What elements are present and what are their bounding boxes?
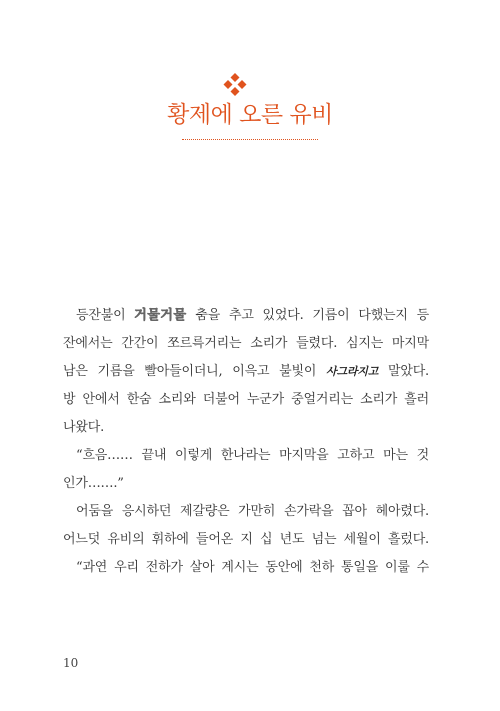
paragraph: [63, 554, 429, 582]
body-text: [63, 302, 429, 582]
paragraph: [63, 302, 429, 442]
text-line: 등잔불이 거물거물 춤을 추고 있었다. 기름이 다했는지 등: [76, 308, 429, 323]
chapter-title: 황제에 오른 유비: [167, 102, 333, 128]
text-line: 방 안에서 한숨 소리와 더불어 누군가 중얼거리는 소리가 흘러: [63, 392, 429, 407]
text-line: “과연 우리 전하가 살아 계시는 동안에 천하 통일을 이룰 수: [76, 560, 429, 575]
text-line: 잔에서는 간간이 쪼르륵거리는 소리가 들렸다. 심지는 마지막: [63, 336, 429, 351]
emphasis-italic-word: 사그라지고: [326, 365, 379, 378]
paragraph: [63, 442, 429, 498]
text-line: 어느덧 유비의 휘하에 들어온 지 십 년도 넘는 세월이 흘렀다.: [63, 532, 429, 547]
text-line: 남은 기름을 빨아들이더니, 이윽고 불빛이 사그라지고 말았다.: [63, 364, 429, 379]
emphasis-outlined-word: 거물거물: [134, 308, 187, 323]
text-line: 어둠을 응시하던 제갈량은 가만히 손가락을 꼽아 헤아렸다.: [76, 504, 429, 519]
paragraph: [63, 498, 429, 554]
title-dotted-underline: [182, 139, 318, 140]
text-line: “흐음…… 끝내 이렇게 한나라는 마지막을 고하고 마는 것: [76, 448, 429, 463]
text-line: 인가…….”: [63, 476, 124, 491]
page-number: 10: [63, 656, 79, 670]
text-line: 나왔다.: [63, 420, 105, 435]
diamond-cluster-icon: [221, 72, 249, 96]
